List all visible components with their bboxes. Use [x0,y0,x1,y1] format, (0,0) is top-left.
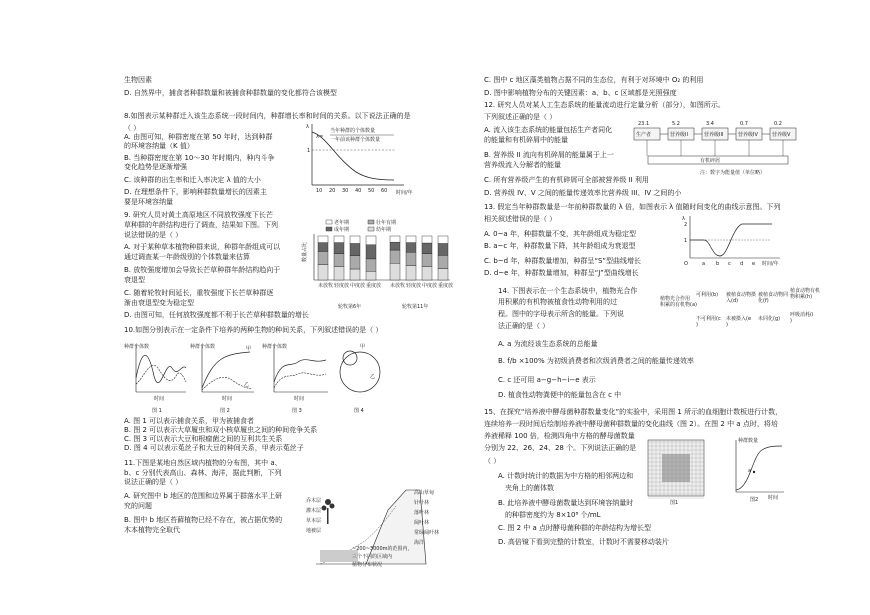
fig11-layer: 灌木层 [306,508,322,514]
fig14-node: 未同化(g) [758,316,781,322]
left-text-line: （ ） [124,124,141,132]
fig12-value: 0.2 [774,121,782,127]
fig11-note: 三个不同的区域内 [352,554,393,560]
left-text-line: B. 图中 b 地区苔藓植物已经不存在，被占据优势的 [124,516,283,524]
left-text-line: B. 放牧强度增加会导致长芒草种群年龄结构趋向于 [124,266,281,274]
fig10-ylabel: 种群个体数 [190,344,216,350]
fig9-bar-segment [318,236,328,243]
fig9-group: 轮牧第11年 [402,304,429,310]
fig12-box-label: 生产者 [636,132,652,138]
fig9-bar-segment [366,259,376,271]
fig12-box-label: 营养级III [704,132,724,138]
left-text-line: 渐由衰退型变为稳定型 [124,299,194,307]
fig9-bar-segment [366,271,376,280]
fig9-bar-label: 中度放 [350,283,366,289]
fig9-bar-label: 重度放 [366,283,382,289]
fig9-bar-segment [334,243,344,254]
fig9-age-structure-chart [302,218,452,310]
right-text-line: B. a~c 年，种群数量下降，其年龄组成为衰退型 [484,242,636,250]
right-text-line: 用积累的有机物被植食性动物利用的过 [498,298,617,306]
fig14-node: 被植食动物摄入(d) [726,292,757,304]
left-text-line: A. 由图可知，种群密度在第 50 年时，达到种群 [124,133,273,141]
left-text-line: A. 对于某种草本植物种群来说，种群年龄组成可以 [124,243,281,251]
right-text-line: 营养级流入分解者的能量 [484,161,561,169]
fig9-bar-segment [422,243,432,254]
fig9-bar-label: 未放牧 [318,283,334,289]
fig9-bar-segment [334,236,344,243]
left-text-line: 说法正确的是（ ） [124,478,183,486]
left-text-line: A. 图 1 可以表示捕食关系，甲为被捕食者 [124,417,255,425]
left-text-line: 衰退型 [124,276,145,284]
right-text-line: 14. 下图表示在一个生态系统中，植物光合作 [498,287,638,295]
right-text-line: 的种群密度约为 8×10⁸ 个/mL [505,511,601,519]
right-text-line: D. 营养级 IV、V 之间的能量传递效率比营养级 III、IV 之间的小 [484,189,682,197]
right-text-line: 程。图中的字母表示所含的能量。下列说 [498,310,624,318]
right-text-line: C. c 还可用 a−g−h−i−e 表示 [498,376,596,384]
fig14-node: 被植食动物同化(f) [758,292,789,304]
left-text-line: 8.如图表示某种群迁入该生态系统一段时间内，种群增长率和时间的关系。以下说法正确的是 [124,112,411,120]
fig8-eq-num: 当年种群的个体数量 [330,128,376,134]
fig12-value: 0.7 [740,121,748,127]
fig9-bar-segment [422,236,432,243]
fig15-growth-curve [728,436,788,502]
fig9-bar-segment [390,236,400,242]
left-text-line: 说法错误的是（ ） [124,231,183,239]
left-text-line: 9. 研究人员对黄土高原地区不同放牧强度下长芒 [124,211,273,219]
fig13-tick: 2 [684,222,688,228]
fig9-legend: 壮年有期 [376,220,397,226]
fig9-legend: 老年期 [334,220,350,226]
fig15-point: a [748,468,752,474]
fig10-yi: 乙 [244,382,250,388]
fig10-yi: 乙 [370,374,376,380]
fig9-legend: 幼年期 [376,227,392,233]
right-text-line: 15、在探究“培养液中酵母菌种群数量变化”的实验中，采用图 1 所示的血细胞计数板进行计数， [484,408,783,416]
right-text-line: B. f/b ×100% 为初级消费者和次级消费者之间的能量传递效率 [498,357,694,365]
fig12-value: 5.2 [672,121,680,127]
fig9-bar-segment [334,254,344,267]
fig13-tick: a [702,261,706,267]
fig9-bar-label: 轻度放 [334,283,350,289]
fig14-node: 未被摄入(e ) [726,316,752,328]
fig8-eq-lhs: λ= [316,134,324,140]
left-text-line: b、c 分别代表高山、森林、海洋，据此判断，下列 [124,469,282,477]
fig8-lambda-chart [296,118,416,196]
right-text-line: 分别为 22、26、24、28 个。下列说法正确的是 [484,444,637,452]
fig12-note: 注：数字为能量值（单位略） [700,170,766,176]
fig10-caption: 图 2 [220,408,230,414]
left-text-line: 木本植物完全取代 [124,526,180,534]
left-text-line: 生物因素 [124,76,152,84]
fig12-box-label: 营养级II [670,132,688,138]
fig9-bar-segment [390,250,400,263]
left-text-line: C. 随着轮牧时间延长，重牧强度下长芒草种群逐 [124,289,274,297]
fig12-value: 3.4 [706,121,714,127]
fig12-value: 23.1 [638,121,650,127]
right-text-line: D. d~e 年，种群数量增加，种群呈“J”型曲线增长 [484,269,639,277]
fig12-energy-flow [630,120,805,176]
left-text-line: D. 由图可知，任何放牧强度都不利于长芒草种群数量的增长 [124,311,309,319]
fig10-caption: 图 1 [152,408,162,414]
fig13-tick: d [740,261,744,267]
left-text-line: D. 自然界中，捕食者种群数量和被捕食种群数量的变化都符合该模型 [124,89,337,97]
fig13-lambda-chart [680,214,790,268]
right-text-line: C. 图中 c 地区藻类植物占据不同的生态位，有利于对环境中 O₂ 的利用 [484,76,704,84]
right-text-line: D. 图中影响植物分布的关键因素：a、b、c 区域都是光照强度 [484,89,677,97]
left-text-line: 究的问题 [124,502,152,510]
fig10-ylabel: 种群个体数 [124,344,150,350]
right-text-line: 12. 研究人员对某人工生态系统的能量流动进行定量分析（部分），如图所示。 [484,101,725,109]
fig14-node: 可利用(b) [696,292,719,298]
fig14-energy-flow [660,286,840,348]
fig11-vegetation-map [306,480,446,572]
right-text-line: D. 高倍镜下看到完整的计数室，计数时不需要移动装片 [498,538,669,546]
fig14-node: 呼吸消耗(i ) [790,312,814,324]
fig11-layer: 乔木层 [306,498,322,504]
fig13-tick: c [728,261,731,267]
fig8-tick: 30 [342,188,349,194]
fig9-bar-segment [438,269,448,280]
fig9-bar-segment [438,236,448,243]
fig10-xlabel: 时间 [222,396,233,402]
fig11-label: 落叶林 [414,510,430,516]
fig9-bar-segment [406,265,416,280]
fig10-jia: 甲 [360,344,366,350]
right-text-line: 夹角上的菌体数 [505,484,554,492]
fig10-xlabel: 时间 [294,396,305,402]
left-text-line: 11.下图是某地自然区域内植物的分布图，其中 a、 [124,459,282,467]
right-text-line: A. 流入该生态系统的能量包括生产者同化 [484,126,613,134]
fig13-y: λ [682,216,685,222]
fig10-jia: 甲 [246,346,252,352]
right-text-line: B. 此培养液中酵母菌数量达到环境容纳量时 [498,499,634,507]
fig11-note: 植物分布状况 [352,562,383,568]
fig8-x-axis: 时间/年 [396,190,413,196]
fig10-caption: 图 3 [292,408,302,414]
fig11-layer: 草本层 [306,518,322,524]
right-text-line: C. 所有营养级产生的有机碎屑可全部被营养级 II 利用 [484,176,649,184]
fig9-bar-segment [318,265,328,280]
fig12-box-label: 营养级V [772,132,791,138]
right-text-line: C. 图 2 中 a 点时酵母菌种群的年龄结构为增长型 [498,524,651,532]
left-text-line: 草种群的年龄结构进行了调查，结果如下图。下列 [124,221,278,229]
fig9-bar-segment [334,267,344,280]
fig13-tick: 1 [684,238,688,244]
fig9-bar-segment [318,251,328,264]
fig9-bar-segment [422,254,432,267]
left-text-line: D. 图 4 可以表示菟丝子和大豆的种间关系，甲表示菟丝子 [124,444,304,452]
left-text-line: 的环境容纳量（K 值） [124,142,194,150]
left-text-line: B. 当种群密度在第 10～30 年时期内，种内斗争 [124,154,275,162]
fig8-y-axis: λ [306,124,309,130]
left-text-line: 要是环境容纳量 [124,198,173,206]
fig8-tick: 50 [368,188,375,194]
fig13-tick: e [752,261,756,267]
fig12-box-label: 营养级IV [738,132,758,138]
right-text-line: D. 植食性动物粪便中的能量包含在 c 中 [498,391,622,399]
fig11-label: 海洋 [414,540,425,546]
fig9-bar-segment [366,245,376,259]
right-text-line: 下列叙述正确的是（ ） [484,113,557,121]
fig9-bar-segment [438,243,448,255]
right-text-line: B. 营养级 II 流向有机碎屑的能量属于上一 [484,151,614,159]
right-text-line: A. a 为流经该生态系统的总能量 [498,340,598,348]
fig15-caption1: 图1 [670,500,679,506]
left-text-line: C. 图 3 可以表示大豆和根瘤菌之间的互利共生关系 [124,435,283,443]
fig9-bar-label: 轻度放 [406,283,422,289]
fig15-ylabel: 种群数量 [738,438,759,444]
right-text-line: C. b~d 年，种群数量增加，种群呈“S”型曲线增长 [484,257,642,265]
fig9-bar-label: 中度放 [422,283,438,289]
left-text-line: 10.如图分别表示在一定条件下培养的两种生物的种间关系，下列叙述错误的是（ ） [124,326,383,334]
right-text-line: A. 0~a 年，种群数量不变，其年龄组成为稳定型 [484,230,636,238]
fig8-tick: 10 [316,188,323,194]
right-text-line: 相关叙述错误的是（ ） [484,215,557,223]
fig9-ylabel: 数量占比 [302,241,308,262]
fig9-legend: 成年期 [334,227,350,233]
fig15-xlabel: 时间 [768,495,779,501]
fig8-tick: 20 [329,188,336,194]
fig9-bar-label: 未放牧 [390,283,406,289]
fig10-species-graphs [124,338,384,416]
fig8-tick: 40 [355,188,362,194]
fig9-bar-segment [406,252,416,265]
fig9-bar-segment [318,243,328,252]
fig9-group: 轮牧第6年 [338,304,362,310]
fig15-hemocytometer [644,438,714,504]
right-text-line: 的能量和有机碎屑中的能量 [484,136,568,144]
fig9-bar-segment [406,236,416,243]
fig14-node: 植物光合作用积累的有机物(a) [660,296,697,308]
left-text-line: A. 研究图中 b 地区的范围和边界属于群落水平上研 [124,492,283,500]
left-text-line: 通过调查某一年龄级别的个体数量来估算 [124,253,250,261]
fig14-node: 不可利用(c ) [696,316,721,328]
right-text-line: 法正确的是（ ） [498,322,550,330]
right-text-line: A. 计数时统计的数据为中方格的相邻两边和 [498,472,634,480]
fig9-bar-label: 重度放 [438,283,454,289]
fig11-label: 常绿阔叶林 [414,530,440,536]
fig14-node: 植食动物有机物积累(h) [790,288,821,300]
fig8-tick: 60 [381,188,388,194]
fig9-bar-segment [366,236,376,245]
right-text-line: 连续培养一段时间后绘制培养液中酵母菌种群数量的变化曲线（图 2）。在图 2 中 a 点时，将培 [484,420,778,428]
left-text-line: 变化趋势是逐渐增强 [124,163,187,171]
fig13-tick: b [716,261,720,267]
fig9-bar-segment [390,263,400,280]
fig11-label: 阔叶林 [414,520,430,526]
fig9-bar-segment [350,269,360,280]
left-text-line: B. 图 2 可以表示大草履虫和双小核草履虫之间的种间竞争关系 [124,426,318,434]
left-text-line: C. 该种群的出生率和迁入率决定 λ 值的大小 [124,176,261,184]
fig11-label: 高山草甸 [414,490,435,496]
fig15-caption2: 图2 [750,497,759,503]
fig9-bar-segment [350,236,360,243]
fig9-bar-segment [406,243,416,253]
fig9-bar-segment [422,267,432,280]
fig9-bar-segment [350,243,360,255]
fig8-y-one: 1 [307,148,311,154]
right-text-line: 13. 假定当年种群数量是一年前种群数量的 λ 倍，如图表示 λ 值随时间变化的曲线示意图。下列 [484,203,781,211]
fig11-layer: 地被层 [306,528,322,534]
fig11-note: ~200~3000m的范围内， [352,546,413,552]
fig10-ylabel: 种群个体数 [262,344,288,350]
fig13-tick: O [684,261,688,267]
right-text-line: （ ） [484,457,501,465]
fig13-x: 时间/年 [762,261,779,267]
fig9-bar-segment [438,255,448,268]
right-text-line: 养液稀释 100 倍，检测四角中方格的酵母菌数量 [484,432,635,440]
fig10-caption: 图 4 [354,408,364,414]
left-text-line: D. 在理想条件下，影响种群数量增长的因素主 [124,188,267,196]
fig12-bottom: 有机碎屑 [700,158,721,164]
fig9-bar-segment [390,242,400,250]
fig11-label: 针叶林 [414,500,430,506]
fig8-eq-den: 一年前该种群个体数量 [330,137,381,143]
fig10-xlabel: 时间 [154,396,165,402]
fig9-bar-segment [350,256,360,269]
